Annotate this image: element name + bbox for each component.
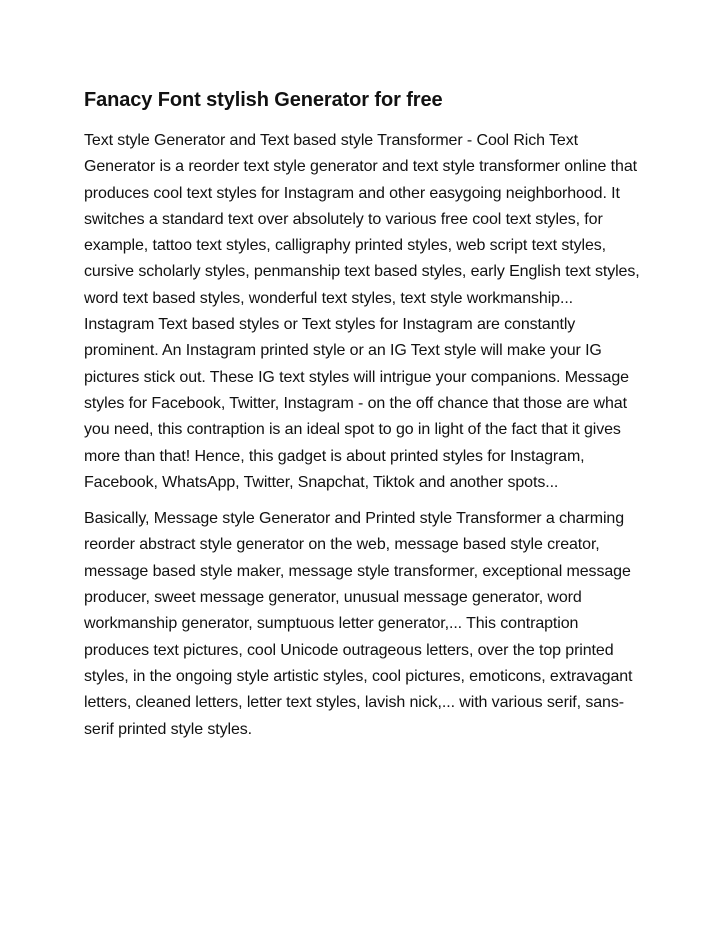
paragraph-1: Text style Generator and Text based style Transformer - Cool Rich Text Generator is a reorder text style generator and text style transformer online that produces cool text styles for Instagram and other easygoing neighborhood. It switches a standard text over absolutely to various free cool text styles, for example, tattoo text styles, calligraphy printed styles, web script text styles, cursive scholarly styles, penmanship text based styles, early English text styles, word text based styles, wonderful text styles, text style workmanship... Instagram Text based styles or Text styles for Instagram are constantly prominent. An Instagram printed style or an IG Text style will make your IG pictures stick out. These IG text styles will intrigue your companions. Message styles for Facebook, Twitter, Instagram - on the off chance that those are what you need, this contraption is an ideal spot to go in light of the fact that it gives more than that! Hence, this gadget is about printed styles for Instagram, Facebook, WhatsApp, Twitter, Snapchat, Tiktok and another spots...	[84, 132, 640, 491]
document-body	[84, 86, 640, 753]
document-title: Fanacy Font stylish Generator for free	[84, 89, 443, 111]
paragraph-2: Basically, Message style Generator and Printed style Transformer a charming reorder abstract style generator on the web, message based style creator, message based style maker, message style transformer, exceptional message producer, sweet message generator, unusual message generator, word workmanship generator, sumptuous letter generator,... This contraption produces text pictures, cool Unicode outrageous letters, over the top printed styles, in the ongoing style artistic styles, cool pictures, emoticons, extravagant letters, cleaned letters, letter text styles, lavish nick,... with various serif, sans-serif printed style styles.	[84, 510, 633, 738]
